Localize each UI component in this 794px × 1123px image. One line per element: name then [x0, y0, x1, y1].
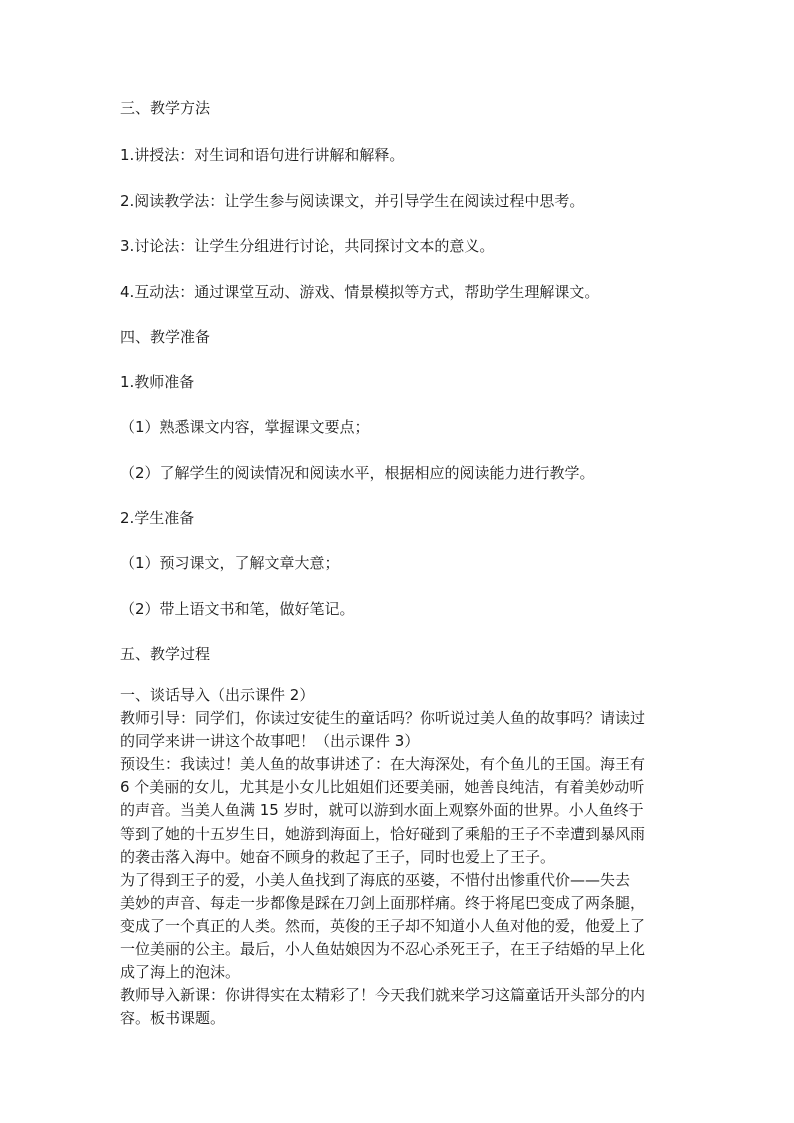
section3-heading: 三、教学方法 — [120, 99, 211, 117]
process-line: 美妙的声音、每走一步都像是踩在刀剑上面那样痛。终于将尾巴变成了两条腿， — [120, 893, 646, 912]
method-item: 3.讨论法：让学生分组进行讨论，共同探讨文本的意义。 — [120, 237, 495, 255]
student-prep-item: （1）预习课文，了解文章大意； — [120, 554, 340, 572]
process-line: 成了海上的泡沫。 — [120, 963, 241, 982]
process-line: 等到了她的十五岁生日，她游到海面上，恰好碰到了乘船的王子不幸遭到暴风雨 — [120, 824, 646, 843]
process-line: 教师导入新课：你讲得实在太精彩了！今天我们就来学习这篇童话开头部分的内 — [120, 986, 646, 1005]
teacher-prep-item: （2）了解学生的阅读情况和阅读水平，根据相应的阅读能力进行教学。 — [120, 464, 595, 482]
teacher-prep-heading: 1.教师准备 — [120, 373, 195, 391]
process-line: 变成了一个真正的人类。然而，英俊的王子却不知道小人鱼对他的爱，他爱上了 — [120, 916, 646, 935]
process-line: 6 个美丽的女儿，尤其是小女儿比姐姐们还要美丽，她善良纯洁，有着美妙动听 — [120, 778, 645, 797]
teaching-process-text — [120, 684, 680, 1030]
process-line: 一、谈话导入（出示课件 2） — [120, 686, 315, 704]
process-line: 预设生：我读过！美人鱼的故事讲述了：在大海深处，有个鱼儿的王国。海王有 — [120, 755, 646, 774]
process-line: 一位美丽的公主。最后，小人鱼姑娘因为不忍心杀死王子，在王子结婚的早上化 — [120, 940, 646, 959]
process-line: 的同学来讲一讲这个故事吧！（出示课件 3） — [120, 732, 420, 751]
process-line: 为了得到王子的爱，小美人鱼找到了海底的巫婆，不惜付出惨重代价——失去 — [120, 870, 631, 889]
section4-heading: 四、教学准备 — [120, 328, 211, 346]
method-item: 4.互动法：通过课堂互动、游戏、情景模拟等方式，帮助学生理解课文。 — [120, 283, 600, 301]
teacher-prep-item: （1）熟悉课文内容，掌握课文要点； — [120, 418, 370, 436]
student-prep-item: （2）带上语文书和笔，做好笔记。 — [120, 600, 355, 618]
process-line: 教师引导：同学们，你读过安徒生的童话吗？你听说过美人鱼的故事吗？请读过 — [120, 709, 646, 728]
process-line: 的袭击落入海中。她奋不顾身的救起了王子，同时也爱上了王子。 — [120, 847, 556, 866]
student-prep-heading: 2.学生准备 — [120, 509, 195, 527]
method-item: 1.讲授法：对生词和语句进行讲解和解释。 — [120, 146, 405, 164]
method-item: 2.阅读教学法：让学生参与阅读课文，并引导学生在阅读过程中思考。 — [120, 192, 585, 210]
section5-heading: 五、教学过程 — [120, 645, 211, 663]
process-line: 的声音。当美人鱼满 15 岁时，就可以游到水面上观察外面的世界。小人鱼终于 — [120, 801, 644, 820]
process-line: 容。板书课题。 — [120, 1009, 226, 1028]
